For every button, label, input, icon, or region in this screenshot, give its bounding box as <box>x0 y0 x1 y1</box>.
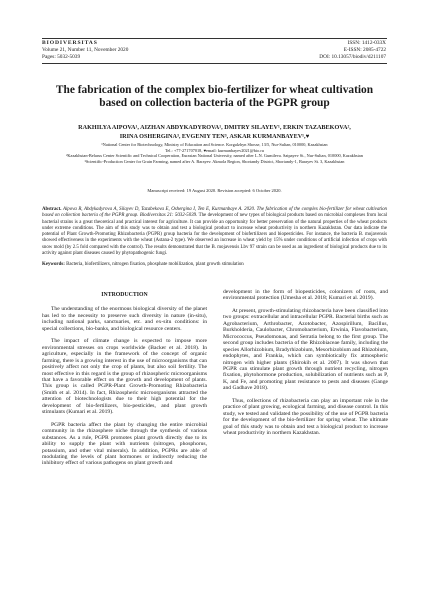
keywords-text: Bacteria, biofertilizers, nitrogen fixation, phosphate mobilization, plant growth stimulation <box>66 262 244 267</box>
author-line-2: IRINA OSHERGINA³, EVGENIY TEN³, ASKAR KURMANBAYEV¹,♥ <box>119 133 310 141</box>
pages-line: Pages: 5032-5039 <box>42 53 81 60</box>
eissn-line: E-ISSN: 2085-4722 <box>343 46 386 53</box>
affiliations <box>52 142 377 164</box>
abstract-citation: Aipova R, Abdykadyrova A, Silayev D, Tazabekova E, Oshergina I, Ten E, Kurmanbaye A. 2020. The fabrication of the complex bio-fertilizer for wheat cultivation based on collection bacteria of the PGPR group. Biodiversitas 21: 5032-5039. <box>42 207 387 219</box>
affiliation-3: ³Scientific-Production Center for Grain Farming, named after A. Barayev. Akmola Region, Shortandy District, Shortandy-1, Barayev St. 3, Kazakhstan <box>84 158 345 164</box>
affiliation-1: ¹National Center for Biotechnology, Ministry of Education and Science. Korgalzhyn Shosse, 13/5, Nur-Sultan, 010000, Kazakhstan <box>101 142 328 147</box>
journal-name: BIODIVERSITAS <box>42 40 98 46</box>
author-line-1: RAKHILYA AIPOVA¹, AIZHAN ABDYKADYROVA¹, DMITRY SILAYEV¹, ERKIN TAZABEKOVA², <box>78 124 351 131</box>
volume-line: Volume 21, Number 11, November 2020 <box>42 46 129 53</box>
abstract-label: Abstract. <box>42 207 62 212</box>
body-column-left <box>42 292 207 473</box>
body-paragraph: The impact of climate change is expected to impose more environmental stresses on crops worldwide (Backer et al. 2018). In agriculture, especially in the framework of the concept of organic farming, there is a growing interest in the use of microorganisms that can positively affect not only the crop of plants, but also soil fertility. The most effective in this regard is the group of rhizospheric microorganisms that have a favorable effect on the growth and development of plants. This group is called PGPR-Plant Growth-Promoting Rhizobacteria (Smith et al. 2014). In fact, Rhizospheric microorganisms attracted the attention of biotechnologists due to their high potential for the development of bio-fertilizers, bio-pesticides, and plant growth stimulants (Kumari et al. 2019). <box>42 338 207 416</box>
section-heading-introduction: INTRODUCTION <box>101 292 148 298</box>
issn-line: ISSN: 1412-033X <box>347 40 386 46</box>
body-paragraph: At present, growth-stimulating rhizobacteria have been classified into two groups: extracellular and intracellular PGPR. Bacterial births such as Agrobacterium, Arthrobacter, Azotobacter, Azospirillum, Bacillus, Burkholderia, Caulobacter, Chromobacterium, Erwinia, Flavobacterium, Micrococcus, Pseudomonas, and Serratia belong to the first group. The second group includes bacteria of the Rhizobiaceae family, including the species Allorhizobium, Bradyrhizobium, Mesorhizobium and Rhizobium, endophytes, and Frankia, which can symbiotically fix atmospheric nitrogen with higher plants (Shirokih et al. 2007). It was shown that PGPR can stimulate plant growth through nutrient recycling, nitrogen fixation, phytohormone production, solubilization of nutrients such as P, K, and Fe, and promoting plant resistance to pests and diseases (Gange and Gadhave 2018). <box>223 307 388 392</box>
abstract-text: The development of new types of biological products based on microbial complexes from local bacterial strains is a great theoretical and practical interest for agriculture. It can provide an opportunity for better preservation of the natural properties of the wheat products under extreme conditions. The aim of this study was to obtain and test a biological product to increase wheat productivity in northern Kazakhstan. Our data indicate the potential of Plant Growth-Promoting Rhizobacteria (PGPR) group bacteria for the development of biofertilizers and biopesticides. For instance, the bacteria B. mojavensis showed effectiveness in the experiments with the wheat (Astana-2 type). We observed an increase in wheat yield by 15% under conditions of artificial infection of crops with snow mold (by 2.5 fold compared with the control). The results demonstrated that the B. mojavensis Lbv 97 strain can be used as an ingredient of biological products due to its activity against plant diseases caused by phytopathogenic fungi. <box>42 213 387 257</box>
body-paragraph: Thus, collections of rhizobacteria can play an important role in the practice of plant growing, ecological farming, and disease control. In this study, we tested and validated the possibility of the use of PGPR bacteria for the development of the bio-fertilizer for spring wheat. The ultimate goal of this study was to obtain and test a biological product to increase wheat productivity in northern Kazakhstan. <box>223 397 388 437</box>
journal-header <box>42 40 386 88</box>
body-paragraph: The understanding of the enormous biological diversity of the planet has led to the necessity to preserve such diversity in nature (in-situ), including national parks, sanctuaries, etc. and ex-situ conditions: in special collections, bio-banks, and biological resource centers. <box>42 306 207 332</box>
keywords <box>42 262 387 268</box>
author-list <box>42 123 387 142</box>
journal-info-left <box>42 40 128 61</box>
body-column-right <box>223 289 388 443</box>
keywords-label: Keywords: <box>42 262 65 267</box>
body-paragraph: PGPR bacteria affect the plant by changing the entire microbial community in the rhizosphere niche through the synthesis of various substances. As a rule, PGPR promotes plant growth directly due to its ability to supply the plant with nutrients (nitrogen, phosphorus, potassium, and other vital minerals). In addition, PGPRs are able of modulating the levels of plant hormones or indirectly reducing the inhibitory effect of various pathogens on plant growth and <box>42 421 207 467</box>
body-paragraph: development in the form of biopesticides, colonizers of roots, and environmental protection (Umesha et al. 2018; Kumari et al. 2019). <box>223 289 388 302</box>
journal-info-right <box>319 40 386 61</box>
header-rule-top <box>42 38 387 39</box>
header-rule-bottom <box>42 63 387 64</box>
abstract <box>42 207 387 257</box>
paper-title: The fabrication of the complex bio-fertilizer for wheat cultivation based on collection bacteria of the PGPR group <box>55 84 374 110</box>
manuscript-dates: Manuscript received: 19 August 2020. Revision accepted: 6 October 2020. <box>147 188 282 193</box>
doi-line: DOI: 10.13057/biodiv/d211107 <box>319 53 386 60</box>
affiliation-1-contact: Tel.: +77-271707018, ♥email: kurmanbayev2021@bio.ru <box>165 147 264 153</box>
affiliation-2: ²Kazakhstan-Belarus Center Scientific and Technical Cooperation, Eurasian National University, named after L.N. Gumileva. Satpayev St., Nur-Sultan, 010000, Kazakhstan <box>66 153 363 159</box>
